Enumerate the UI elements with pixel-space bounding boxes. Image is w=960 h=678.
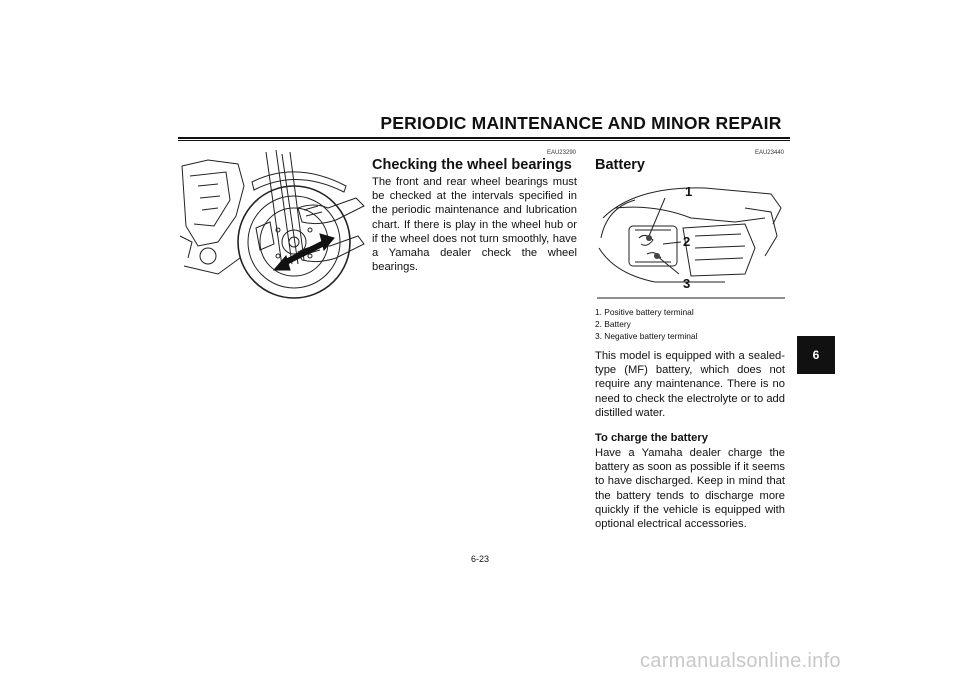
page-number: 6-23	[470, 554, 489, 564]
charge-battery-body: Have a Yamaha dealer charge the battery as soon as possible if it seems to have discharged. Keep in mind that the battery tends to discharge more quickly if the vehicle is equipped with optional electrical accessories.	[595, 447, 785, 531]
battery-section-heading: Battery	[595, 157, 645, 173]
callout-2: 2	[683, 234, 691, 249]
battery-illustration	[595, 178, 785, 300]
chapter-tab: 6	[797, 336, 835, 374]
header-rule-thin	[178, 140, 790, 141]
caption-positive-terminal: 1. Positive battery terminal	[595, 307, 694, 317]
callout-1: 1	[685, 184, 693, 199]
callout-3: 3	[683, 276, 691, 291]
battery-section-body: This model is equipped with a sealed-type (MF) battery, which does not require any maintenance. There is no need to check the electrolyte or to add distilled water.	[595, 350, 785, 419]
header-rule	[178, 137, 790, 139]
caption-battery: 2. Battery	[595, 319, 631, 329]
caption-negative-terminal: 3. Negative battery terminal	[595, 331, 698, 341]
section-code-wheel: EAU23290	[546, 150, 576, 156]
wheel-section-heading: Checking the wheel bearings	[372, 157, 572, 173]
wheel-bearing-illustration	[178, 146, 368, 306]
watermark: carmanualsonline.info	[640, 650, 841, 672]
charge-battery-heading: To charge the battery	[595, 432, 708, 444]
section-code-battery: EAU23440	[754, 150, 784, 156]
wheel-section-body: The front and rear wheel bearings must be checked at the intervals specified in the periodic maintenance and lubrication chart. If there is play in the wheel hub or if the wheel does not turn smoothly, have a Yamaha dealer check the wheel bearings.	[372, 176, 577, 274]
page-title: PERIODIC MAINTENANCE AND MINOR REPAIR	[380, 113, 782, 133]
